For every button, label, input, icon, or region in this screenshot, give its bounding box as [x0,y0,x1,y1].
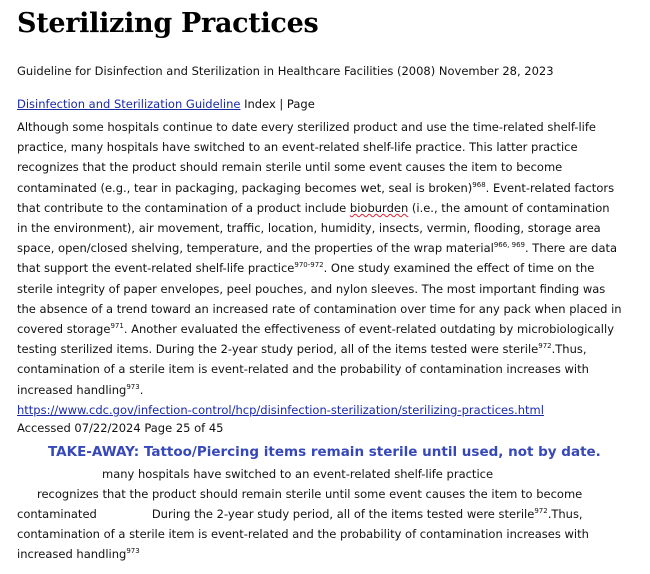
article-body [17,117,642,420]
guideline-subtitle: Guideline for Disinfection and Sterilization in Healthcare Facilities (2008) November 28, 2023 [17,64,554,78]
citation-ref: 971 [110,322,124,331]
body-line: in the environment), air movement, traffic, location, humidity, insects, vermin, flooding, storage area [17,221,601,236]
citation-ref: 973 [126,547,140,555]
page-title: Sterilizing Practices [17,8,319,39]
body-line: sterile integrity of paper envelopes, peel pouches, and nylon sleeves. The most important finding was [17,281,606,296]
guideline-link[interactable]: Disinfection and Sterilization Guideline [17,97,241,111]
body-line: recognizes that the product should remain sterile until some event causes the item to become [17,160,563,175]
body-line: space, open/closed shelving, temperature, and the properties of the wrap material$^{966, 969}$. There are data [17,241,618,256]
accessed-note: Accessed 07/22/2024 Page 25 of 45 [17,421,224,435]
source-url-line [17,400,642,420]
body-line: practice, many hospitals have switched to an event-related shelf-life practice. This latter practice [17,140,578,155]
index-line [17,97,315,111]
excerpt-line: many hospitals have switched to an event-related shelf-life practice [102,467,494,481]
body-line: that contribute to the contamination of a product include bioburden (i.e., the amount of contamination [17,200,610,215]
body-line: increased handling$^{973}$. [17,382,144,397]
body-line: contamination of a sterile item is event-related and the probability of contamination increases with [17,362,589,377]
excerpt-line: recognizes that the product should remain sterile until some event causes the item to become [37,487,583,501]
source-url-link[interactable]: https://www.cdc.gov/infection-control/hcp/disinfection-sterilization/sterilizing-practices.html [17,402,544,417]
excerpt-line: contamination of a sterile item is event-related and the probability of contamination increases with [17,527,589,541]
citation-ref: 968 [472,180,486,189]
body-line: contaminated (e.g., tear in packaging, packaging becomes wet, seal is broken)$^{968}$. Event-related factors [17,180,615,195]
body-line: testing sterilized items. During the 2-year study period, all of the items tested were sterile$^{972}$.Thus, [17,342,587,357]
citation-ref: 970-972 [294,261,324,270]
citation-ref: 966, 969 [493,241,525,250]
excerpt-line: contaminated During the 2-year study period, all of the items tested were sterile$^{972}$.Thus, [17,507,583,521]
citation-ref: 972 [538,342,552,351]
spellcheck-word: bioburden [349,200,409,215]
body-line: Although some hospitals continue to date every sterilized product and use the time-related shelf-life [17,120,596,134]
citation-ref: 973 [126,382,140,391]
citation-ref: 972 [534,507,548,515]
takeaway-callout: TAKE-AWAY: Tattoo/Piercing items remain sterile until used, not by date. [48,444,601,460]
body-line: that support the event-related shelf-life practice$^{970-972}$. One study examined the effect of time on the [17,261,595,276]
excerpt-line: increased handling$^{973}$ [17,547,140,561]
body-line: the absence of a trend toward an increased rate of contamination over time for any pack when placed in [17,301,622,316]
index-page-label: Index | Page [240,97,315,111]
body-line: covered storage$^{971}$. Another evaluated the effectiveness of event-related outdating by microbiologically [17,322,614,337]
